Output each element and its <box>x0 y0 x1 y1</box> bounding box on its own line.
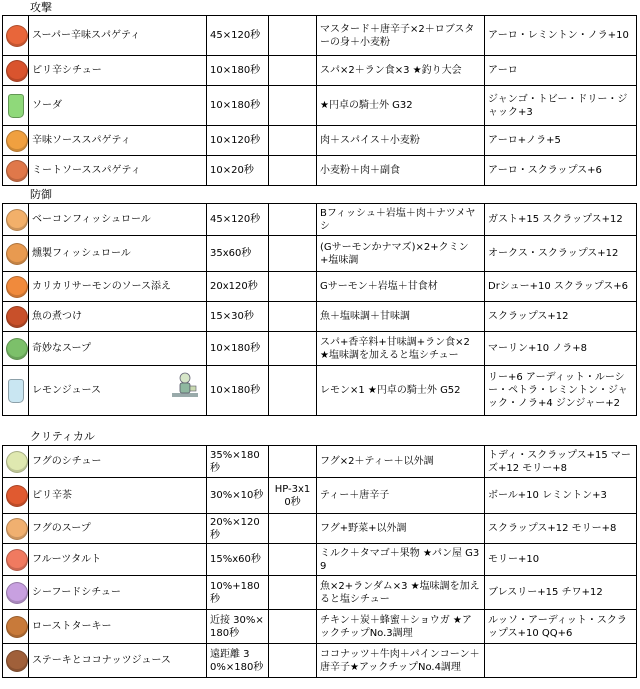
favorite-characters: オークス・スクラップス+12 <box>485 236 637 272</box>
favorite-characters: アーロ+ノラ+5 <box>485 126 637 156</box>
recipe: チキン＋炭＋蜂蜜＋ショウガ ★アックチップNo.3調理 <box>317 610 485 644</box>
steak-icon <box>6 650 28 672</box>
effect-duration: 35%×180秒 <box>207 446 269 478</box>
effect-duration: 15%x60秒 <box>207 544 269 576</box>
juice-icon <box>8 379 24 403</box>
favorite-characters: スクラップス+12 <box>485 302 637 332</box>
item-icon-cell <box>3 332 29 366</box>
item-icon-cell <box>3 478 29 514</box>
table-row <box>3 610 637 644</box>
defense-rows <box>3 204 637 416</box>
table-row <box>3 16 637 56</box>
item-name: ローストターキー <box>29 610 207 644</box>
attack-table <box>2 15 637 186</box>
defense-table <box>2 203 637 416</box>
effect-duration: 10×180秒 <box>207 86 269 126</box>
tea-icon <box>6 485 28 507</box>
extra-effect <box>269 544 317 576</box>
seafood-stew-icon <box>6 582 28 604</box>
attack-rows <box>3 16 637 186</box>
extra-effect <box>269 514 317 544</box>
chef-figure-icon <box>170 371 200 399</box>
stew-icon <box>6 451 28 473</box>
item-name: 奇妙なスープ <box>29 332 207 366</box>
recipe: スパ+香辛料+甘味調+ラン食×2 ★塩味調を加えると塩シチュー <box>317 332 485 366</box>
table-row <box>3 332 637 366</box>
item-icon-cell <box>3 446 29 478</box>
item-icon-cell <box>3 236 29 272</box>
table-row <box>3 514 637 544</box>
item-name: ミートソーススパゲティ <box>29 156 207 186</box>
item-icon-cell <box>3 156 29 186</box>
effect-duration: 15×30秒 <box>207 302 269 332</box>
critical-rows <box>3 446 637 678</box>
extra-effect <box>269 446 317 478</box>
pasta-icon <box>6 25 28 47</box>
recipe: フグ×2＋ティー＋以外調 <box>317 446 485 478</box>
section-title-critical: クリティカル <box>30 430 95 443</box>
recipe: ★円卓の騎士外 G32 <box>317 86 485 126</box>
extra-effect <box>269 644 317 678</box>
effect-duration: 10×180秒 <box>207 56 269 86</box>
pasta-icon <box>6 160 28 182</box>
effect-duration: 10×180秒 <box>207 366 269 416</box>
stew-icon <box>6 60 28 82</box>
favorite-characters: スクラップス+12 モリー+8 <box>485 514 637 544</box>
item-icon-cell <box>3 302 29 332</box>
recipe: スパ×2＋ラン食×3 ★釣り大会 <box>317 56 485 86</box>
effect-duration: 20x120秒 <box>207 272 269 302</box>
extra-effect: HP-3x10秒 <box>269 478 317 514</box>
favorite-characters: トディ・スクラップス+15 マーズ+12 モリー+8 <box>485 446 637 478</box>
effect-duration: 近接 30%×180秒 <box>207 610 269 644</box>
effect-duration: 45×120秒 <box>207 16 269 56</box>
extra-effect <box>269 332 317 366</box>
effect-duration: 20%×120秒 <box>207 514 269 544</box>
table-row <box>3 644 637 678</box>
item-icon-cell <box>3 366 29 416</box>
item-name: 燻製フィッシュロール <box>29 236 207 272</box>
table-row <box>3 446 637 478</box>
item-name: ソーダ <box>29 86 207 126</box>
item-icon-cell <box>3 126 29 156</box>
item-icon-cell <box>3 514 29 544</box>
recipe: (Gサーモンかナマズ)×2+クミン+塩味調 <box>317 236 485 272</box>
item-icon-cell <box>3 56 29 86</box>
favorite-characters: マーリン+10 ノラ+8 <box>485 332 637 366</box>
recipe: ティー＋唐辛子 <box>317 478 485 514</box>
critical-table <box>2 445 637 678</box>
effect-duration: 10×20秒 <box>207 156 269 186</box>
favorite-characters: モリー+10 <box>485 544 637 576</box>
item-name: シーフードシチュー <box>29 576 207 610</box>
recipe: Bフィッシュ＋岩塩＋肉＋ナツメヤシ <box>317 204 485 236</box>
effect-duration: 30%×10秒 <box>207 478 269 514</box>
table-row <box>3 126 637 156</box>
item-name: フグのスープ <box>29 514 207 544</box>
table-row <box>3 156 637 186</box>
item-name: カリカリサーモンのソース添え <box>29 272 207 302</box>
favorite-characters: ジャンゴ・トビー・ドリー・ジャック+3 <box>485 86 637 126</box>
recipe: Gサーモン＋岩塩＋甘食材 <box>317 272 485 302</box>
item-name: ベーコンフィッシュロール <box>29 204 207 236</box>
pasta-icon <box>6 130 28 152</box>
item-icon-cell <box>3 86 29 126</box>
soda-icon <box>8 94 24 118</box>
tart-icon <box>6 549 28 571</box>
table-row <box>3 272 637 302</box>
favorite-characters: アーロ <box>485 56 637 86</box>
item-name: ピリ辛シチュー <box>29 56 207 86</box>
effect-duration: 45×120秒 <box>207 204 269 236</box>
extra-effect <box>269 302 317 332</box>
extra-effect <box>269 56 317 86</box>
favorite-characters: アーロ・スクラップス+6 <box>485 156 637 186</box>
table-row <box>3 544 637 576</box>
item-name: 辛味ソーススパゲティ <box>29 126 207 156</box>
recipe: ミルク＋タマゴ＋果物 ★パン屋 G39 <box>317 544 485 576</box>
table-row <box>3 302 637 332</box>
soup-icon <box>6 518 28 540</box>
recipe: フグ+野菜+以外調 <box>317 514 485 544</box>
extra-effect <box>269 86 317 126</box>
extra-effect <box>269 272 317 302</box>
favorite-characters: アーロ・レミントン・ノラ+10 <box>485 16 637 56</box>
fish-stew-icon <box>6 306 28 328</box>
item-name: スーパー辛味スパゲティ <box>29 16 207 56</box>
recipe: ココナッツ＋牛肉＋パインコーン＋唐辛子★アックチップNo.4調理 <box>317 644 485 678</box>
recipe: マスタード＋唐辛子×2＋ロブスターの身＋小麦粉 <box>317 16 485 56</box>
effect-duration: 35x60秒 <box>207 236 269 272</box>
favorite-characters: ブレスリー+15 チワ+12 <box>485 576 637 610</box>
item-icon-cell <box>3 544 29 576</box>
item-icon-cell <box>3 644 29 678</box>
item-icon-cell <box>3 610 29 644</box>
fish-roll-icon <box>6 243 28 265</box>
favorite-characters <box>485 644 637 678</box>
table-row <box>3 236 637 272</box>
table-row <box>3 478 637 514</box>
extra-effect <box>269 576 317 610</box>
effect-duration: 遠距離 30%×180秒 <box>207 644 269 678</box>
section-title-defense: 防御 <box>30 188 52 201</box>
extra-effect <box>269 156 317 186</box>
recipe: 肉＋スパイス＋小麦粉 <box>317 126 485 156</box>
item-name: ステーキとココナッツジュース <box>29 644 207 678</box>
item-name: ピリ辛茶 <box>29 478 207 514</box>
turkey-icon <box>6 616 28 638</box>
table-row <box>3 56 637 86</box>
item-name: 魚の煮つけ <box>29 302 207 332</box>
effect-duration: 10%+180秒 <box>207 576 269 610</box>
item-icon-cell <box>3 272 29 302</box>
item-icon-cell <box>3 16 29 56</box>
favorite-characters: リー+6 アーディット・ルーシー・ペトラ・レミントン・ジャック・ノラ+4 ジンジャー+2 <box>485 366 637 416</box>
extra-effect <box>269 126 317 156</box>
recipe: レモン×1 ★円卓の騎士外 G52 <box>317 366 485 416</box>
item-name: レモンジュース <box>29 366 207 416</box>
table-row <box>3 204 637 236</box>
favorite-characters: Drシュー+10 スクラップス+6 <box>485 272 637 302</box>
recipe: 魚＋塩味調＋甘味調 <box>317 302 485 332</box>
favorite-characters: ルッソ・アーディット・スクラップス+10 QQ+6 <box>485 610 637 644</box>
soup-icon <box>6 338 28 360</box>
table-row <box>3 366 637 416</box>
effect-duration: 10×180秒 <box>207 332 269 366</box>
section-title-attack: 攻撃 <box>30 1 52 14</box>
effect-duration: 10×120秒 <box>207 126 269 156</box>
fish-roll-icon <box>6 209 28 231</box>
table-row <box>3 86 637 126</box>
favorite-characters: ボール+10 レミントン+3 <box>485 478 637 514</box>
item-name: フグのシチュー <box>29 446 207 478</box>
table-row <box>3 576 637 610</box>
extra-effect <box>269 236 317 272</box>
item-icon-cell <box>3 576 29 610</box>
recipe: 小麦粉＋肉＋副食 <box>317 156 485 186</box>
recipe: 魚×2+ランダム×3 ★塩味調を加えると塩シチュー <box>317 576 485 610</box>
extra-effect <box>269 16 317 56</box>
item-name: フルーツタルト <box>29 544 207 576</box>
favorite-characters: ガスト+15 スクラップス+12 <box>485 204 637 236</box>
salmon-icon <box>6 276 28 298</box>
extra-effect <box>269 204 317 236</box>
item-icon-cell <box>3 204 29 236</box>
extra-effect <box>269 366 317 416</box>
extra-effect <box>269 610 317 644</box>
